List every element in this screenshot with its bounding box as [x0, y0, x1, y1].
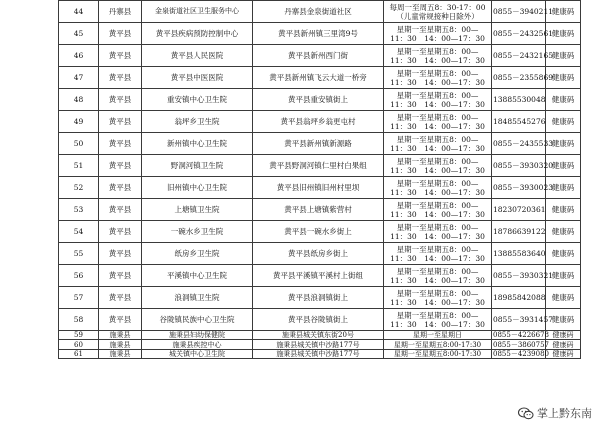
watermark [516, 405, 594, 421]
row-number: 59 [59, 331, 99, 340]
phone-cell: 0855－3930320 [492, 155, 546, 177]
phone-cell: 13885583640 [492, 243, 546, 265]
county-cell: 黄平县 [99, 45, 142, 67]
health-sites-table [58, 0, 581, 359]
health-code-cell: 健康码 [546, 23, 581, 45]
phone-cell: 0855－3930321 [492, 265, 546, 287]
service-hours-cell: 星期一至星期五8：00— 11：30 14：00—17：30 [384, 89, 492, 111]
health-code-cell: 健康码 [546, 45, 581, 67]
institution-name-cell: 黄平县人民医院 [142, 45, 253, 67]
county-cell: 黄平县 [99, 155, 142, 177]
service-hours-cell: 星期一至星期五8：00— 11：30 14：00—17：30 [384, 243, 492, 265]
service-hours-cell: 星期一至星期五8：00— 11：30 14：00—17：30 [384, 265, 492, 287]
health-code-cell: 健康码 [546, 177, 581, 199]
address-cell: 黄平县新州西门街 [253, 45, 384, 67]
table-row [59, 177, 581, 199]
phone-cell: 18230720361 [492, 199, 546, 221]
address-cell: 黄平县新州镇飞云大道一桥旁 [253, 67, 384, 89]
health-code-cell: 健康码 [546, 89, 581, 111]
county-cell: 黄平县 [99, 23, 142, 45]
county-cell: 黄平县 [99, 309, 142, 331]
institution-name-cell: 金泉街道社区卫生服务中心 [142, 1, 253, 23]
service-hours-cell: 星期一至星期五8：00— 11：30 14：00—17：30 [384, 45, 492, 67]
county-cell: 黄平县 [99, 221, 142, 243]
address-cell: 黄平县一碗水乡街上 [253, 221, 384, 243]
table-row [59, 45, 581, 67]
row-number: 45 [59, 23, 99, 45]
health-code-cell: 健康码 [546, 133, 581, 155]
address-cell: 施秉县城关镇中沙路177号 [253, 349, 384, 358]
institution-name-cell: 纸房乡卫生院 [142, 243, 253, 265]
service-hours-cell: 星期一至星期五8：00— 11：30 14：00—17：30 [384, 199, 492, 221]
table-row [59, 111, 581, 133]
table-row [59, 243, 581, 265]
institution-name-cell: 野洞河镇卫生院 [142, 155, 253, 177]
health-code-cell: 健康码 [546, 287, 581, 309]
row-number: 49 [59, 111, 99, 133]
service-hours-cell: 星期一至星期五8：00— 11：30 14：00—17：30 [384, 133, 492, 155]
institution-name-cell: 上塘镇卫生院 [142, 199, 253, 221]
table-row [59, 309, 581, 331]
address-cell: 黄平县纸房乡街上 [253, 243, 384, 265]
row-number: 48 [59, 89, 99, 111]
institution-name-cell: 施秉县妇幼保健院 [142, 331, 253, 340]
watermark-text: 掌上黔东南 [537, 407, 592, 420]
institution-name-cell: 平溪镇中心卫生院 [142, 265, 253, 287]
address-cell: 黄平县旧州镇旧州村里坝 [253, 177, 384, 199]
phone-cell: 0855－3940211 [492, 1, 546, 23]
county-cell: 黄平县 [99, 133, 142, 155]
phone-cell: 18485545276 [492, 111, 546, 133]
table-row [59, 67, 581, 89]
row-number: 61 [59, 349, 99, 358]
row-number: 52 [59, 177, 99, 199]
service-hours-cell: 星期一至星期五8：00— 11：30 14：00—17：30 [384, 155, 492, 177]
health-code-cell: 健康码 [546, 309, 581, 331]
institution-name-cell: 施秉县疾控中心 [142, 340, 253, 349]
health-code-cell: 健康码 [546, 349, 581, 358]
phone-cell: 18786639122 [492, 221, 546, 243]
county-cell: 黄平县 [99, 265, 142, 287]
county-cell: 丹寨县 [99, 1, 142, 23]
service-hours-cell: 星期一至星期五8：00— 11：30 14：00—17：30 [384, 221, 492, 243]
phone-cell: 0855－2355869 [492, 67, 546, 89]
address-cell: 丹寨县金泉街道社区 [253, 1, 384, 23]
row-number: 46 [59, 45, 99, 67]
row-number: 60 [59, 340, 99, 349]
institution-name-cell: 浪洞镇卫生院 [142, 287, 253, 309]
phone-cell: 0855－3930023 [492, 177, 546, 199]
health-code-cell: 健康码 [546, 265, 581, 287]
phone-cell: 0855－2432561 [492, 23, 546, 45]
county-cell: 黄平县 [99, 89, 142, 111]
service-hours-cell: 星期一至星期日 [384, 331, 492, 340]
address-cell: 黄平县翁坪乡翁更屯村 [253, 111, 384, 133]
table-row [59, 331, 581, 340]
phone-cell: 0855－4239080 [493, 349, 549, 358]
county-cell: 黄平县 [99, 67, 142, 89]
county-cell: 黄平县 [99, 243, 142, 265]
address-cell: 黄平县新州镇三里湾9号 [253, 23, 384, 45]
health-code-cell: 健康码 [546, 67, 581, 89]
table-row [59, 287, 581, 309]
address-cell: 黄平县上塘镇紫营村 [253, 199, 384, 221]
phone-cell: 0855－2435533 [492, 133, 546, 155]
institution-name-cell: 黄平县疾病预防控制中心 [142, 23, 253, 45]
address-cell: 黄平县野洞河镇仁里村白果组 [253, 155, 384, 177]
service-hours-cell: 星期一至星期五8：00— 11：30 14：00—17：30 [384, 177, 492, 199]
service-hours-cell: 每周一至周五8：30-17：00 （儿童常规接种日除外） [384, 1, 492, 23]
institution-name-cell: 新州镇中心卫生院 [142, 133, 253, 155]
health-code-cell: 健康码 [546, 340, 581, 349]
institution-name-cell: 黄平县中医医院 [142, 67, 253, 89]
health-code-cell: 健康码 [546, 221, 581, 243]
institution-name-cell: 城关镇中心卫生院 [142, 349, 253, 358]
table-row [59, 265, 581, 287]
phone-cell: 0855－2432165 [492, 45, 546, 67]
institution-name-cell: 旧州镇中心卫生院 [142, 177, 253, 199]
row-number: 57 [59, 287, 99, 309]
table-row [59, 155, 581, 177]
table-row [59, 349, 581, 358]
table-row [59, 199, 581, 221]
phone-cell: 0855－4226678 [493, 331, 549, 340]
row-number: 50 [59, 133, 99, 155]
service-hours-cell: 星期一至星期五8:00-17:30 [384, 340, 492, 349]
phone-cell: 13885530048 [492, 89, 546, 111]
table-row [59, 23, 581, 45]
address-cell: 黄平县浪洞镇街上 [253, 287, 384, 309]
institution-name-cell: 重安镇中心卫生院 [142, 89, 253, 111]
row-number: 58 [59, 309, 99, 331]
row-number: 44 [59, 1, 99, 23]
health-code-cell: 健康码 [546, 111, 581, 133]
table-row [59, 340, 581, 349]
address-cell: 黄平县重安镇街上 [253, 89, 384, 111]
health-code-cell: 健康码 [546, 155, 581, 177]
row-number: 54 [59, 221, 99, 243]
health-code-cell: 健康码 [546, 1, 581, 23]
county-cell: 黄平县 [99, 287, 142, 309]
institution-name-cell: 一碗水乡卫生院 [142, 221, 253, 243]
address-cell: 施秉县城关镇中沙路177号 [253, 340, 384, 349]
service-hours-cell: 星期一至星期五8:00-17:30 [384, 349, 492, 358]
service-hours-cell: 星期一至星期五8：00— 11：30 14：00—17：30 [384, 23, 492, 45]
table-row [59, 221, 581, 243]
row-number: 55 [59, 243, 99, 265]
address-cell: 黄平县平溪镇平溪村上街组 [253, 265, 384, 287]
address-cell: 黄平县新州镇新源路 [253, 133, 384, 155]
county-cell: 施秉县 [99, 331, 142, 340]
service-hours-cell: 星期一至星期五8：00— 11：30 14：00—17：30 [384, 309, 492, 331]
address-cell: 施秉县城关镇东街20号 [253, 331, 384, 340]
county-cell: 黄平县 [99, 111, 142, 133]
health-code-cell: 健康码 [546, 331, 581, 340]
health-code-cell: 健康码 [546, 243, 581, 265]
phone-cell: 0855－3931457 [492, 309, 546, 331]
county-cell: 施秉县 [99, 340, 142, 349]
service-hours-cell: 星期一至星期五8：00— 11：30 14：00—17：30 [384, 111, 492, 133]
row-number: 51 [59, 155, 99, 177]
phone-cell: 18985842088 [492, 287, 546, 309]
row-number: 53 [59, 199, 99, 221]
row-number: 56 [59, 265, 99, 287]
county-cell: 施秉县 [99, 349, 142, 358]
row-number: 47 [59, 67, 99, 89]
county-cell: 黄平县 [99, 177, 142, 199]
health-code-cell: 健康码 [546, 199, 581, 221]
service-hours-cell: 星期一至星期五8：00— 11：30 14：00—17：30 [384, 287, 492, 309]
institution-name-cell: 谷陇镇民族中心卫生院 [142, 309, 253, 331]
table-row [59, 89, 581, 111]
address-cell: 黄平县谷陇镇街上 [253, 309, 384, 331]
wechat-icon [518, 407, 534, 420]
county-cell: 黄平县 [99, 199, 142, 221]
service-hours-cell: 星期一至星期五8：00— 11：30 14：00—17：30 [384, 67, 492, 89]
institution-name-cell: 翁坪乡卫生院 [142, 111, 253, 133]
table-row [59, 133, 581, 155]
table-row [59, 1, 581, 23]
phone-cell: 0855－3860757 [493, 340, 549, 349]
